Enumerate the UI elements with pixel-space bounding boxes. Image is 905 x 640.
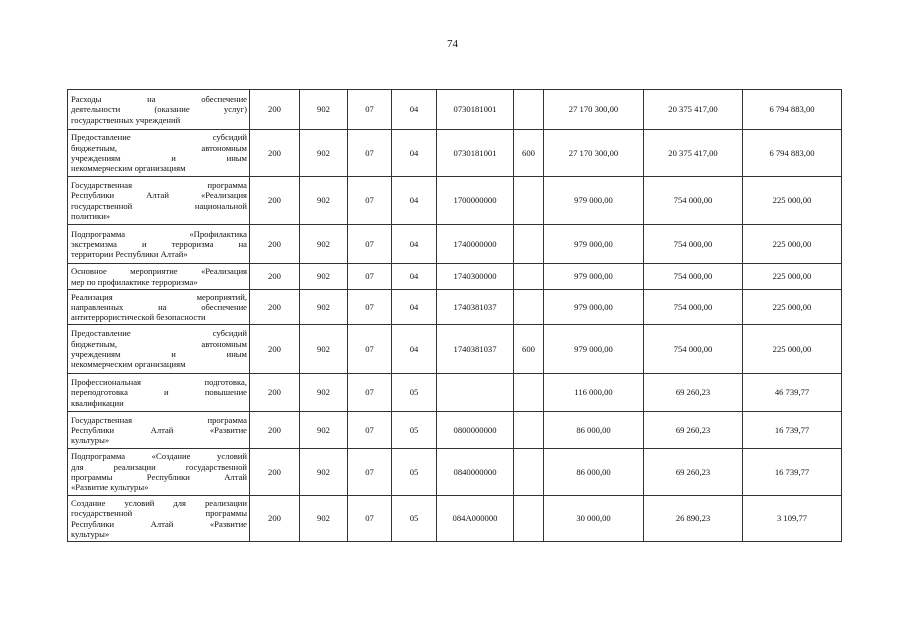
cell-ved: 902 (300, 130, 348, 177)
table-row (68, 290, 842, 325)
description-line: некоммерческим организациям (71, 163, 186, 174)
table-row (68, 325, 842, 374)
description-line: учреждениям и иным (71, 153, 247, 163)
cell-amount-1: 979 000,00 (544, 264, 644, 290)
description-line: Профессиональная подготовка, (71, 377, 247, 388)
cell-expense-type: 600 (514, 130, 544, 177)
description-line: бюджетным, автономным (71, 338, 247, 349)
cell-grbs: 200 (250, 177, 300, 225)
cell-grbs: 200 (250, 264, 300, 290)
cell-grbs: 200 (250, 90, 300, 130)
description-line: Государственная программа (71, 414, 247, 425)
cell-description (68, 325, 250, 374)
cell-amount-2: 20 375 417,00 (644, 90, 743, 130)
description-line: квалификации (71, 397, 124, 408)
description-line: Расходы на обеспечение (71, 94, 247, 105)
cell-target-article: 0800000000 (437, 412, 514, 449)
cell-target-article (437, 374, 514, 412)
cell-description (68, 374, 250, 412)
cell-section: 07 (348, 90, 392, 130)
cell-expense-type (514, 290, 544, 325)
cell-grbs: 200 (250, 225, 300, 264)
description-line: Республики Алтай «Реализация (71, 190, 247, 201)
cell-target-article: 1700000000 (437, 177, 514, 225)
page-number: 74 (447, 38, 458, 50)
cell-amount-1: 27 170 300,00 (544, 130, 644, 177)
cell-ved: 902 (300, 90, 348, 130)
description-line: экстремизма и терроризма на (71, 238, 247, 249)
cell-expense-type (514, 496, 544, 542)
cell-expense-type (514, 225, 544, 264)
description-line: для реализации государственной (71, 461, 247, 472)
cell-section: 07 (348, 496, 392, 542)
description-line: государственных учреждений (71, 114, 181, 125)
cell-description (68, 130, 250, 177)
cell-amount-1: 27 170 300,00 (544, 90, 644, 130)
cell-section: 07 (348, 225, 392, 264)
cell-subsection: 04 (392, 130, 437, 177)
cell-description (68, 264, 250, 290)
cell-ved: 902 (300, 290, 348, 325)
cell-grbs: 200 (250, 290, 300, 325)
table-row (68, 90, 842, 130)
description-line: Создание условий для реализации (71, 497, 247, 508)
description-line: мер по профилактике терроризма» (71, 276, 198, 287)
table-row (68, 225, 842, 264)
cell-description (68, 412, 250, 449)
cell-section: 07 (348, 412, 392, 449)
cell-target-article: 1740000000 (437, 225, 514, 264)
cell-ved: 902 (300, 325, 348, 374)
description-line: учреждениям и иным (71, 349, 247, 359)
cell-subsection: 04 (392, 177, 437, 225)
table-row (68, 264, 842, 290)
cell-target-article: 1740381037 (437, 325, 514, 374)
cell-amount-3: 225 000,00 (743, 290, 842, 325)
cell-grbs: 200 (250, 130, 300, 177)
cell-amount-3: 16 739,77 (743, 412, 842, 449)
cell-target-article: 0840000000 (437, 449, 514, 496)
cell-subsection: 04 (392, 90, 437, 130)
cell-grbs: 200 (250, 325, 300, 374)
cell-amount-3: 225 000,00 (743, 177, 842, 225)
cell-description (68, 290, 250, 325)
cell-description (68, 177, 250, 225)
cell-section: 07 (348, 374, 392, 412)
description-line: некоммерческим организациям (71, 359, 186, 370)
cell-amount-3: 3 109,77 (743, 496, 842, 542)
description-line: Основное мероприятие «Реализация (71, 266, 247, 277)
cell-subsection: 05 (392, 412, 437, 449)
cell-ved: 902 (300, 177, 348, 225)
cell-grbs: 200 (250, 412, 300, 449)
description-line: Реализация мероприятий, (71, 291, 247, 302)
cell-amount-2: 69 260,23 (644, 412, 743, 449)
description-line: Республики Алтай «Развитие (71, 518, 247, 529)
cell-ved: 902 (300, 264, 348, 290)
description-line: антитеррористической безопасности (71, 312, 206, 323)
description-line: государственной национальной (71, 200, 247, 211)
cell-amount-2: 754 000,00 (644, 264, 743, 290)
cell-ved: 902 (300, 374, 348, 412)
cell-expense-type (514, 374, 544, 412)
description-line: деятельности (оказание услуг) (71, 104, 247, 115)
table-row (68, 130, 842, 177)
cell-amount-3: 6 794 883,00 (743, 130, 842, 177)
budget-table (67, 89, 842, 542)
cell-section: 07 (348, 264, 392, 290)
cell-subsection: 05 (392, 374, 437, 412)
cell-amount-2: 754 000,00 (644, 225, 743, 264)
cell-description (68, 90, 250, 130)
cell-amount-3: 225 000,00 (743, 264, 842, 290)
description-line: государственной программы (71, 508, 247, 519)
table-row (68, 412, 842, 449)
description-line: Предоставление субсидий (71, 328, 247, 339)
cell-amount-2: 754 000,00 (644, 290, 743, 325)
description-line: переподготовка и повышение (71, 387, 247, 398)
cell-subsection: 04 (392, 325, 437, 374)
cell-grbs: 200 (250, 496, 300, 542)
cell-amount-3: 16 739,77 (743, 449, 842, 496)
cell-expense-type (514, 90, 544, 130)
cell-amount-1: 979 000,00 (544, 177, 644, 225)
cell-amount-2: 754 000,00 (644, 325, 743, 374)
cell-expense-type (514, 449, 544, 496)
cell-amount-2: 20 375 417,00 (644, 130, 743, 177)
cell-amount-2: 26 890,23 (644, 496, 743, 542)
cell-amount-3: 46 739,77 (743, 374, 842, 412)
cell-target-article: 0730181001 (437, 130, 514, 177)
cell-description (68, 496, 250, 542)
cell-amount-1: 116 000,00 (544, 374, 644, 412)
cell-amount-3: 6 794 883,00 (743, 90, 842, 130)
cell-amount-2: 69 260,23 (644, 374, 743, 412)
cell-description (68, 225, 250, 264)
description-line: «Развитие культуры» (71, 482, 149, 493)
description-line: программы Республики Алтай (71, 472, 247, 482)
cell-grbs: 200 (250, 449, 300, 496)
cell-section: 07 (348, 325, 392, 374)
table-row (68, 449, 842, 496)
cell-ved: 902 (300, 412, 348, 449)
cell-amount-3: 225 000,00 (743, 225, 842, 264)
description-line: политики» (71, 210, 111, 221)
cell-section: 07 (348, 130, 392, 177)
table-row (68, 177, 842, 225)
description-line: Подпрограмма «Создание условий (71, 451, 247, 462)
cell-section: 07 (348, 290, 392, 325)
description-line: Подпрограмма «Профилактика (71, 228, 247, 239)
cell-amount-1: 86 000,00 (544, 412, 644, 449)
cell-section: 07 (348, 177, 392, 225)
description-line: направленных на обеспечение (71, 301, 247, 312)
cell-description (68, 449, 250, 496)
cell-amount-2: 69 260,23 (644, 449, 743, 496)
cell-amount-1: 30 000,00 (544, 496, 644, 542)
description-line: Государственная программа (71, 179, 247, 190)
description-line: территории Республики Алтай» (71, 249, 188, 260)
description-line: Республики Алтай «Развитие (71, 424, 247, 435)
table-row (68, 496, 842, 542)
cell-amount-2: 754 000,00 (644, 177, 743, 225)
cell-amount-1: 979 000,00 (544, 325, 644, 374)
cell-subsection: 05 (392, 496, 437, 542)
cell-ved: 902 (300, 225, 348, 264)
cell-target-article: 0730181001 (437, 90, 514, 130)
cell-expense-type (514, 264, 544, 290)
description-line: Предоставление субсидий (71, 132, 247, 143)
cell-ved: 902 (300, 496, 348, 542)
cell-amount-3: 225 000,00 (743, 325, 842, 374)
cell-section: 07 (348, 449, 392, 496)
cell-expense-type (514, 412, 544, 449)
description-line: культуры» (71, 435, 110, 446)
table-body (68, 90, 842, 542)
cell-ved: 902 (300, 449, 348, 496)
cell-amount-1: 86 000,00 (544, 449, 644, 496)
cell-target-article: 1740381037 (437, 290, 514, 325)
cell-subsection: 04 (392, 264, 437, 290)
description-line: культуры» (71, 528, 110, 539)
description-line: бюджетным, автономным (71, 142, 247, 153)
cell-expense-type (514, 177, 544, 225)
cell-expense-type: 600 (514, 325, 544, 374)
cell-grbs: 200 (250, 374, 300, 412)
table-row (68, 374, 842, 412)
cell-amount-1: 979 000,00 (544, 290, 644, 325)
cell-target-article: 1740300000 (437, 264, 514, 290)
cell-subsection: 04 (392, 290, 437, 325)
cell-subsection: 05 (392, 449, 437, 496)
cell-target-article: 084A000000 (437, 496, 514, 542)
cell-amount-1: 979 000,00 (544, 225, 644, 264)
cell-subsection: 04 (392, 225, 437, 264)
